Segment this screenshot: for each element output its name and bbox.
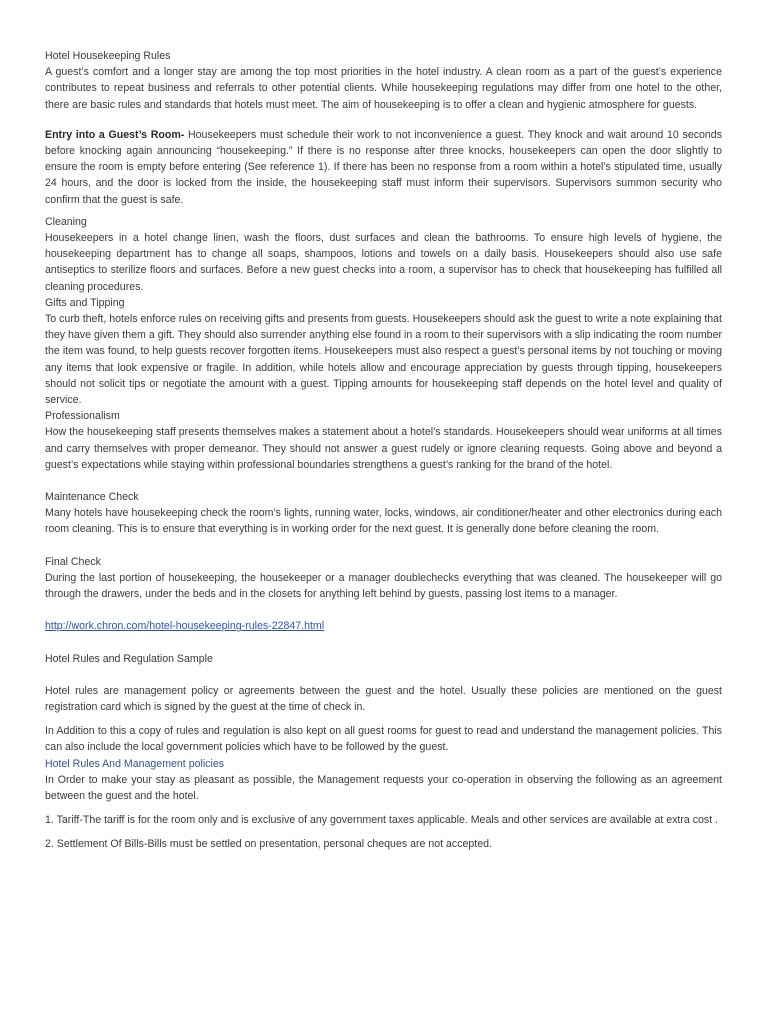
policy-item-2: 2. Settlement Of Bills-Bills must be settled on presentation, personal cheques are not accepted.: [45, 838, 492, 851]
final-heading: Final Check: [45, 555, 101, 568]
gifts-heading: Gifts and Tipping: [45, 296, 125, 309]
policies-intro: In Order to make your stay as pleasant as possible, the Management requests your co-operation in observing the following as an agreement between the guest and the hotel.: [45, 773, 722, 802]
sample-title: Hotel Rules and Regulation Sample: [45, 652, 213, 665]
policies-heading: Hotel Rules And Management policies: [45, 757, 225, 770]
intro-paragraph: A guest’s comfort and a longer stay are among the top most priorities in the hotel industry. A clean room as a part of the guest’s experience contributes to repeat business and referrals to other potential clients. While housekeeping regulations may differ from one hotel to the other, there are basic rules and standards that hotels must meet. The aim of housekeeping is to offer a clean and hygienic atmosphere for guests.: [45, 66, 722, 111]
entry-heading: Entry into a Guest’s Room-: [45, 128, 185, 141]
professionalism-text: How the housekeeping staff presents themselves makes a statement about a hotel’s standards. Housekeepers should wear uniforms at all times and carry themselves with proper demeanor. They should not answer a guest rudely or ignore cleaning requests. Going above and beyond a guest’s expectations while staying within professional boundaries strengthens a guest’s ranking for the brand of the hotel.: [45, 426, 722, 471]
cleaning-heading: Cleaning: [45, 215, 87, 228]
entry-text: Housekeepers must schedule their work to not inconvenience a guest. They knock and wait around 10 seconds before knocking again announcing “housekeeping.” If there is no response after three knocks, housekeepers can open the door slightly to ensure the room is empty before entering (See reference 1). If there has been no response from a room within a hotel’s stipulated time, usually 24 hours, and the door is locked from the inside, the housekeeping staff must inform their supervisors. Supervisors summon security who confirm that the guest is safe.: [45, 128, 722, 206]
sample-paragraph-1: Hotel rules are management policy or agreements between the guest and the hotel. Usually these policies are mentioned on the guest registration card which is signed by the guest at the time of check in.: [45, 684, 722, 713]
professionalism-heading: Professionalism: [45, 410, 120, 423]
final-text: During the last portion of housekeeping, the housekeeper or a manager doublechecks everything that was cleaned. The housekeeper will go through the drawers, under the beds and in the closets for anything left behind by guests, passing lost items to a manager.: [45, 571, 722, 601]
policy-item-1: 1. Tariff-The tariff is for the room only and is exclusive of any government taxes applicable. Meals and other services are available at extra cost .: [45, 814, 719, 827]
source-link[interactable]: http://work.chron.com/hotel-housekeeping-rules-22847.html: [45, 620, 325, 633]
maintenance-heading: Maintenance Check: [45, 491, 139, 504]
sample-paragraph-2: In Addition to this a copy of rules and regulation is also kept on all guest rooms for guest to read and understand the management policies. This can also include the local government policies which have to be followed by the guest.: [45, 725, 722, 754]
cleaning-text: Housekeepers in a hotel change linen, wash the floors, dust surfaces and clean the bathrooms. To ensure high levels of hygiene, the housekeeping department has to change all soaps, shampoos, lotions and towels on a daily basis. Housekeepers should also use safe antiseptics to sterilize floors and surfaces. Before a new guest checks into a room, a supervisor has to check that housekeeping has fulfilled all cleaning procedures.: [45, 232, 722, 293]
doc-title: Hotel Housekeeping Rules: [45, 50, 171, 62]
entry-section: [45, 127, 722, 208]
gifts-text: To curb theft, hotels enforce rules on receiving gifts and presents from guests. Housekeepers should ask the guest to write a note explaining that they have given them a gift. They should also surrender anything else found in a room to their supervisors with a slip indicating the room number the item was found, to help guests recover forgotten items. Housekeepers must also respect a guest’s personal items by not touching or moving any items that look expensive or fragile. In addition, while hotels allow and encourage appreciation by guests through tipping, housekeepers should not solicit tips or negotiate the amount with a guest. Tipping amounts for housekeeping staff depends on the hotel level and quality of service.: [45, 313, 722, 407]
maintenance-text: Many hotels have housekeeping check the room’s lights, running water, locks, windows, air conditioner/heater and other electronics during each room cleaning. This is to ensure that everything is in working order for the next guest. It is generally done before cleaning the room.: [45, 507, 722, 536]
